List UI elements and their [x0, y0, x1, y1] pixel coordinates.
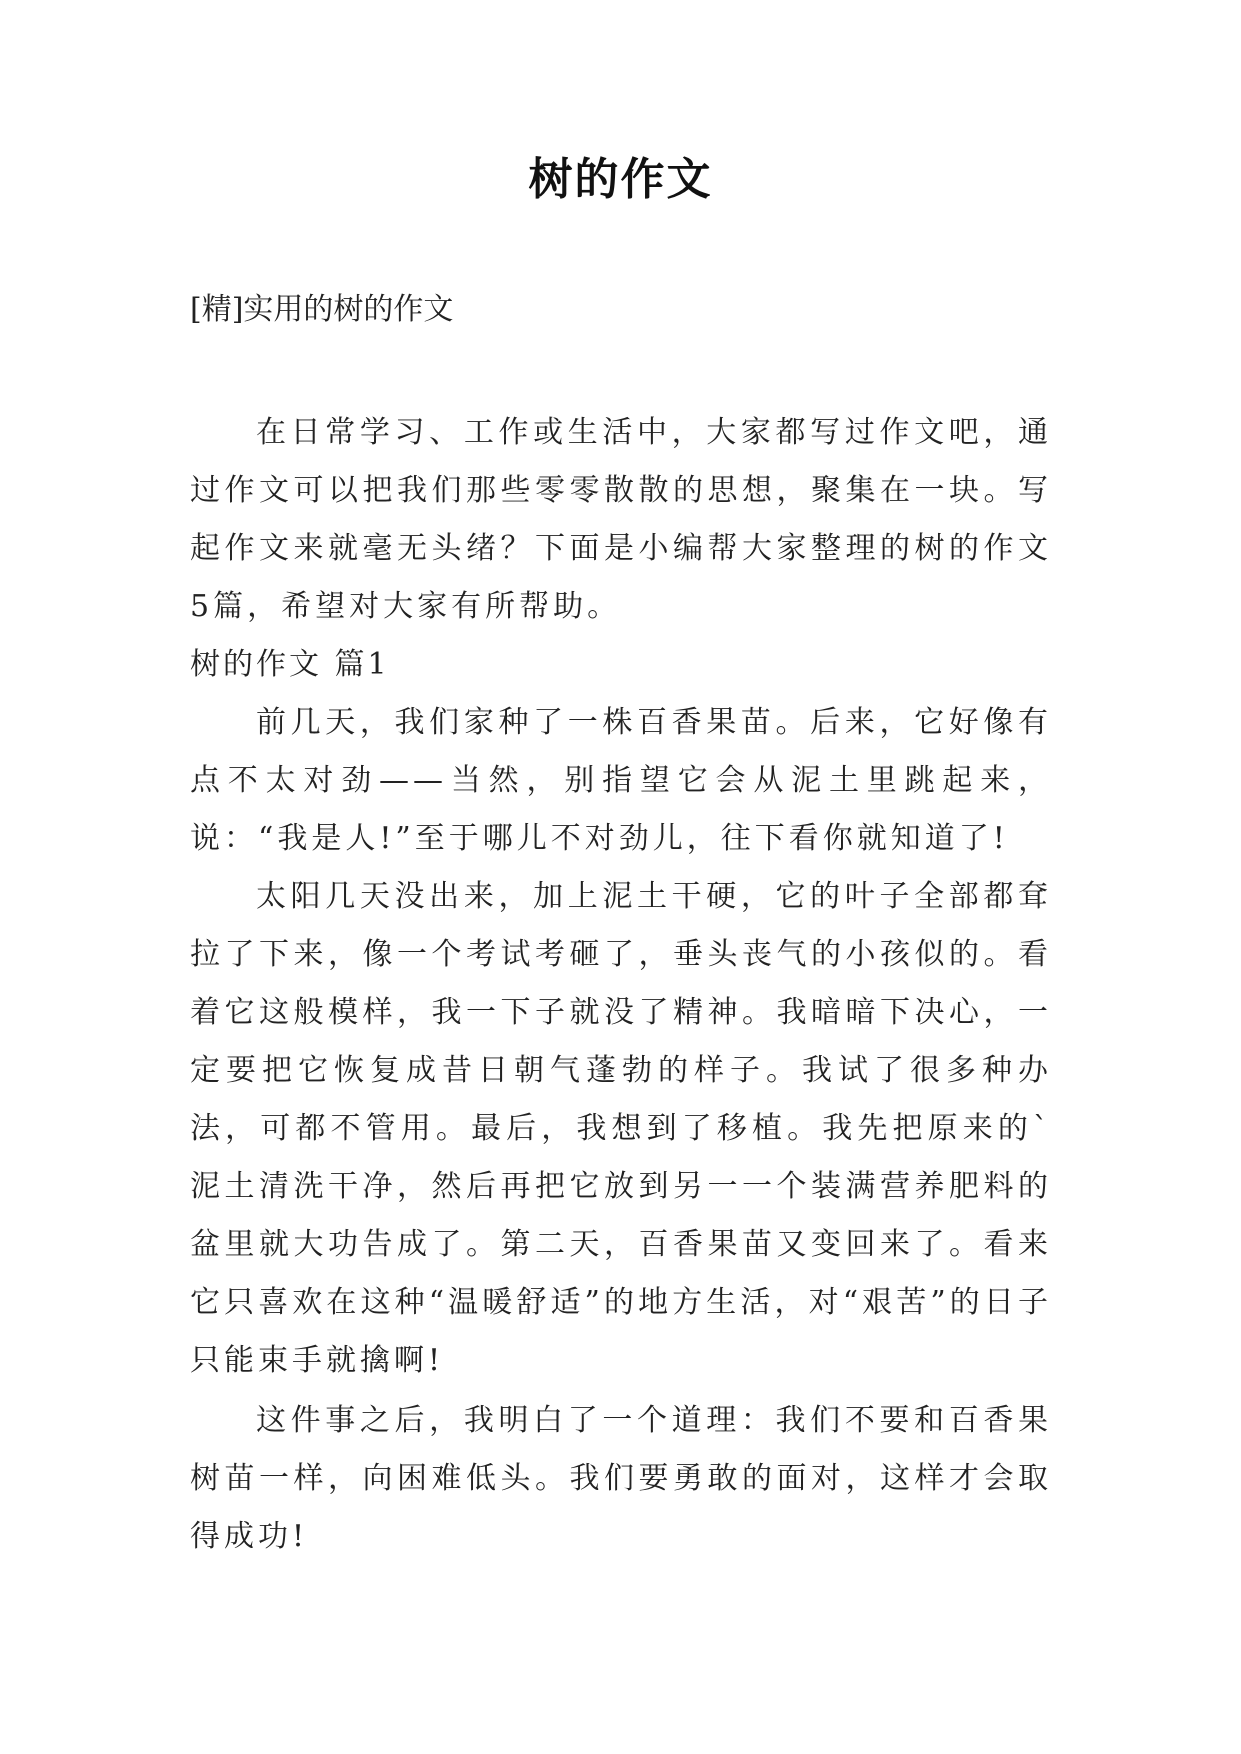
intro-paragraph: 在日常学习、工作或生活中，大家都写过作文吧，通过作文可以把我们那些零零散散的思想，聚集在一块。写起作文来就毫无头绪？下面是小编帮大家整理的树的作文5篇，希望对大家有所帮助。: [190, 415, 1052, 624]
document-title: 树的作文: [528, 154, 713, 205]
document-subtitle: [精]实用的树的作文: [190, 292, 454, 327]
body-paragraph: 前几天，我们家种了一株百香果苗。后来，它好像有点不太对劲——当然，别指望它会从泥土里跳起来，说：“我是人!”至于哪儿不对劲儿，往下看你就知道了!: [190, 705, 1052, 856]
section-heading: 树的作文 篇1: [190, 647, 390, 682]
document-body: [190, 404, 1052, 1566]
body-paragraph: 这件事之后，我明白了一个道理：我们不要和百香果树苗一样，向困难低头。我们要勇敢的面对，这样才会取得成功!: [190, 1403, 1052, 1554]
body-paragraph: 太阳几天没出来，加上泥土干硬，它的叶子全部都耷拉了下来，像一个考试考砸了，垂头丧气的小孩似的。看着它这般模样，我一下子就没了精神。我暗暗下决心，一定要把它恢复成昔日朝气蓬勃的样子。我试了很多种办法，可都不管用。最后，我想到了移植。我先把原来的`泥土清洗干净，然后再把它放到另一一个装满营养肥料的盆里就大功告成了。第二天，百香果苗又变回来了。看来它只喜欢在这种“温暖舒适”的地方生活，对“艰苦”的日子只能束手就擒啊!: [190, 879, 1052, 1378]
